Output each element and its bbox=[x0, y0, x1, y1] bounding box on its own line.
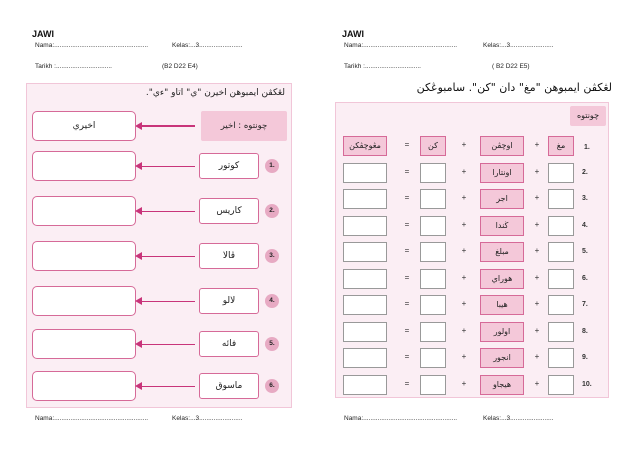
right-example-label-box bbox=[570, 106, 606, 126]
right-plus-sign: + bbox=[461, 299, 467, 308]
left-answer-box-4[interactable] bbox=[32, 286, 136, 316]
right-title: JAWI bbox=[342, 29, 365, 39]
right-result-box[interactable] bbox=[343, 189, 387, 209]
left-code: (B2 D22 E4) bbox=[162, 63, 198, 70]
right-root-word: انجور bbox=[493, 353, 511, 362]
left-tarikh-field[interactable]: Tarikh :............................... bbox=[35, 63, 112, 70]
right-result-box[interactable] bbox=[343, 348, 387, 368]
left-word-scroll-3 bbox=[199, 243, 259, 269]
right-root-word: هيبا bbox=[496, 300, 508, 309]
right-prefix-box[interactable] bbox=[548, 163, 574, 183]
right-plus-sign: + bbox=[534, 272, 540, 282]
right-root-word: اولور bbox=[493, 326, 511, 336]
left-answer-box-1[interactable] bbox=[32, 151, 136, 181]
left-word-5: فائه bbox=[221, 339, 237, 349]
right-row-number: 4. bbox=[582, 221, 588, 229]
right-root-word: اجر bbox=[496, 194, 508, 203]
right-plus-sign: + bbox=[461, 325, 467, 335]
left-row-number-4: 4. bbox=[265, 294, 279, 308]
left-row-number-6: 6. bbox=[265, 379, 279, 393]
right-root-box bbox=[480, 348, 524, 368]
right-root-word: مبلغ bbox=[495, 247, 509, 256]
right-plus-sign: + bbox=[461, 193, 467, 202]
left-arrow-5 bbox=[141, 344, 195, 346]
left-title: JAWI bbox=[32, 29, 55, 39]
right-nama-field[interactable]: Nama:.................................................... bbox=[344, 42, 458, 49]
right-plus-sign: + bbox=[534, 378, 540, 388]
right-root-box bbox=[480, 189, 524, 209]
left-arrow-3 bbox=[141, 256, 195, 258]
right-root-box bbox=[480, 242, 524, 262]
left-example-label: چونتوه : اخير bbox=[220, 121, 268, 131]
right-code: ( B2 D22 E5) bbox=[492, 63, 530, 70]
right-suffix-box[interactable] bbox=[420, 163, 446, 183]
right-root-word: ڬندا bbox=[495, 220, 509, 230]
right-root-box bbox=[480, 163, 524, 183]
right-row-number: 5. bbox=[582, 248, 588, 255]
right-plus-sign: + bbox=[534, 193, 540, 202]
right-plus-sign: + bbox=[461, 378, 467, 388]
right-result-box[interactable] bbox=[343, 269, 387, 289]
right-result-box[interactable] bbox=[343, 375, 387, 395]
right-equals-sign: = bbox=[404, 166, 410, 176]
right-example-root-box bbox=[480, 136, 524, 156]
left-example-arrow bbox=[141, 125, 195, 127]
right-row-number: 7. bbox=[582, 301, 588, 308]
right-example-root: اوچڤن bbox=[491, 141, 513, 150]
right-result-box[interactable] bbox=[343, 295, 387, 315]
right-result-box[interactable] bbox=[343, 242, 387, 262]
left-example-label-box bbox=[201, 111, 287, 141]
right-example-result: مڠوچڤكن bbox=[349, 141, 381, 150]
right-example-equals: = bbox=[404, 140, 410, 149]
right-equals-sign: = bbox=[404, 352, 410, 361]
right-plus-sign: + bbox=[534, 325, 540, 335]
left-arrow-1 bbox=[141, 166, 195, 168]
right-plus-sign: + bbox=[461, 352, 467, 361]
right-suffix-box[interactable] bbox=[420, 216, 446, 236]
right-plus-sign: + bbox=[461, 166, 467, 176]
right-suffix-box[interactable] bbox=[420, 348, 446, 368]
right-equals-sign: = bbox=[404, 193, 410, 202]
left-word-scroll-1 bbox=[199, 153, 259, 179]
right-prefix-box[interactable] bbox=[548, 322, 574, 342]
right-plus-sign: + bbox=[534, 219, 540, 229]
right-plus-sign: + bbox=[534, 246, 540, 255]
right-row-number: 6. bbox=[582, 274, 588, 282]
right-example-result-box bbox=[343, 136, 387, 156]
right-footer-nama-field[interactable]: Nama:.................................................... bbox=[344, 415, 458, 422]
right-example-number: 1. bbox=[584, 144, 590, 151]
right-row-number: 3. bbox=[582, 195, 588, 202]
left-answer-box-3[interactable] bbox=[32, 241, 136, 271]
right-equals-sign: = bbox=[404, 299, 410, 308]
left-arrow-6 bbox=[141, 386, 195, 388]
left-row-number-3: 3. bbox=[265, 249, 279, 263]
right-suffix-box[interactable] bbox=[420, 375, 446, 395]
right-result-box[interactable] bbox=[343, 163, 387, 183]
left-row-number-1: 1. bbox=[265, 159, 279, 173]
right-example-suffix: كن bbox=[428, 141, 438, 150]
left-row-number-2: 2. bbox=[265, 204, 279, 218]
left-word-2: كاريس bbox=[216, 206, 242, 216]
left-arrow-2 bbox=[141, 211, 195, 213]
left-answer-box-6[interactable] bbox=[32, 371, 136, 401]
right-row-number: 10. bbox=[582, 380, 592, 388]
left-example-answer: اخيري bbox=[72, 121, 96, 131]
right-tarikh-field[interactable]: Tarikh :............................... bbox=[344, 63, 421, 70]
right-instruction: لڠكڤن ايمبوهن "مغ" دان "كن". سامبوڠكن bbox=[416, 81, 612, 94]
right-plus-sign: + bbox=[461, 272, 467, 282]
right-plus-sign: + bbox=[534, 299, 540, 308]
left-answer-box-2[interactable] bbox=[32, 196, 136, 226]
left-word-3: ڤالا bbox=[222, 251, 236, 261]
left-nama-field[interactable]: Nama:.................................................... bbox=[35, 42, 149, 49]
right-exercise-panel bbox=[335, 102, 609, 398]
right-suffix-box[interactable] bbox=[420, 322, 446, 342]
right-prefix-box[interactable] bbox=[548, 242, 574, 262]
right-footer-kelas-field[interactable]: Kelas:...3........................ bbox=[483, 415, 554, 422]
right-result-box[interactable] bbox=[343, 322, 387, 342]
left-word-6: ماسوق bbox=[215, 381, 243, 391]
left-word-4: لالو bbox=[222, 296, 236, 306]
right-equals-sign: = bbox=[404, 219, 410, 229]
right-example-plus-2: + bbox=[534, 140, 540, 149]
right-equals-sign: = bbox=[404, 325, 410, 335]
right-row-number: 9. bbox=[582, 354, 588, 361]
right-example-prefix: مغ bbox=[556, 141, 566, 150]
right-prefix-box[interactable] bbox=[548, 375, 574, 395]
right-plus-sign: + bbox=[461, 219, 467, 229]
right-root-word: اونتارا bbox=[492, 167, 512, 177]
right-root-box bbox=[480, 269, 524, 289]
left-kelas-field[interactable]: Kelas:...3........................ bbox=[172, 42, 243, 49]
left-word-scroll-6 bbox=[199, 373, 259, 399]
right-suffix-box[interactable] bbox=[420, 295, 446, 315]
right-row-number: 2. bbox=[582, 168, 588, 176]
left-exercise-panel bbox=[26, 83, 292, 408]
left-instruction: لڠكڤن ايمبوهن اخيرن "ي" اتاو "ءي". bbox=[145, 88, 285, 98]
right-example-label: چونتوه bbox=[576, 111, 600, 120]
right-example-plus-1: + bbox=[461, 140, 467, 149]
left-word-scroll-4 bbox=[199, 288, 259, 314]
right-prefix-box[interactable] bbox=[548, 348, 574, 368]
right-plus-sign: + bbox=[534, 352, 540, 361]
right-prefix-box[interactable] bbox=[548, 295, 574, 315]
right-root-box bbox=[480, 375, 524, 395]
right-result-box[interactable] bbox=[343, 216, 387, 236]
right-equals-sign: = bbox=[404, 378, 410, 388]
right-suffix-box[interactable] bbox=[420, 269, 446, 289]
right-suffix-box[interactable] bbox=[420, 242, 446, 262]
right-plus-sign: + bbox=[534, 166, 540, 176]
right-root-word: هوراي bbox=[491, 273, 513, 283]
left-row-number-5: 5. bbox=[265, 337, 279, 351]
right-equals-sign: = bbox=[404, 272, 410, 282]
left-footer-nama-field[interactable]: Nama:.................................................... bbox=[35, 415, 149, 422]
right-example-suffix-box bbox=[420, 136, 446, 156]
right-root-word: هيجاو bbox=[492, 379, 512, 389]
right-equals-sign: = bbox=[404, 246, 410, 255]
left-footer-kelas-field[interactable]: Kelas:...3........................ bbox=[172, 415, 243, 422]
right-suffix-box[interactable] bbox=[420, 189, 446, 209]
right-prefix-box[interactable] bbox=[548, 269, 574, 289]
right-example-prefix-box bbox=[548, 136, 574, 156]
right-plus-sign: + bbox=[461, 246, 467, 255]
right-root-box bbox=[480, 295, 524, 315]
right-row-number: 8. bbox=[582, 327, 588, 335]
left-word-scroll-2 bbox=[199, 198, 259, 224]
left-answer-box-5[interactable] bbox=[32, 329, 136, 359]
right-root-box bbox=[480, 322, 524, 342]
right-prefix-box[interactable] bbox=[548, 189, 574, 209]
left-word-scroll-5 bbox=[199, 331, 259, 357]
right-root-box bbox=[480, 216, 524, 236]
left-example-arrowhead bbox=[135, 122, 142, 130]
right-prefix-box[interactable] bbox=[548, 216, 574, 236]
right-kelas-field[interactable]: Kelas:...3........................ bbox=[483, 42, 554, 49]
left-word-1: كوتور bbox=[218, 161, 240, 171]
left-example-answer-box bbox=[32, 111, 136, 141]
left-arrow-4 bbox=[141, 301, 195, 303]
